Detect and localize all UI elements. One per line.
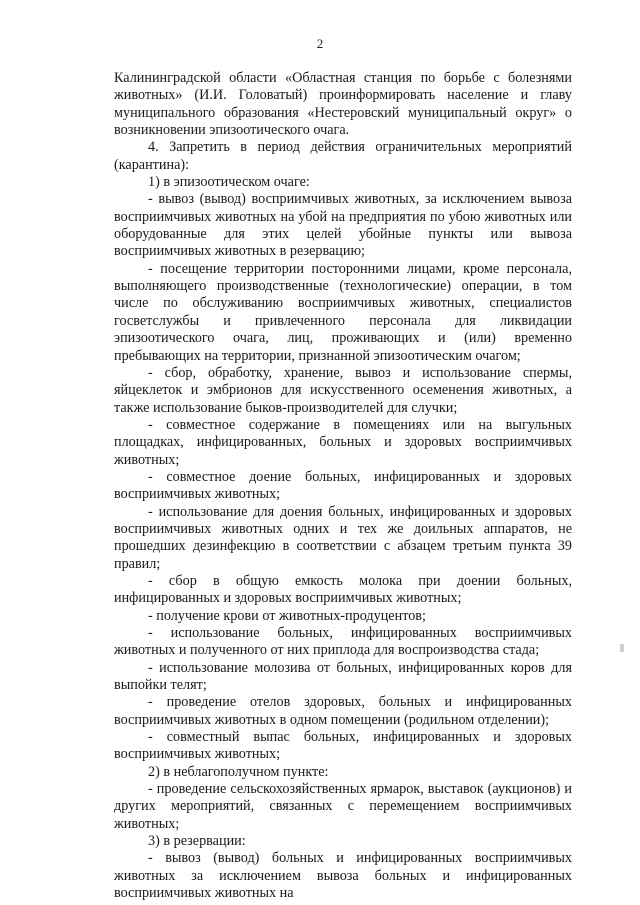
list-item: - сбор в общую емкость молока при доении больных, инфицированных и здоровых восприимчивых животных;: [114, 572, 572, 607]
subheading-episootic-focus: 1) в эпизоотическом очаге:: [148, 174, 310, 191]
list-item: - проведение отелов здоровых, больных и инфицированных восприимчивых животных в одном помещении (родильном отделении);: [114, 694, 572, 728]
paragraph-intro: Калининградской области «Областная станция по борьбе с болезнями животных» (И.И. Головатый) проинформировать население и главу муниципального образования «Нестеровский муниципальный округ» о возникновении эпизоотического очага.: [114, 70, 572, 139]
list-item: - получение крови от животных-продуцентов;: [148, 607, 426, 624]
subheading-reservation: 3) в резервации:: [148, 833, 246, 850]
list-item: - посещение территории посторонними лицами, кроме персонала, выполняющего производственные (технологические) операции, в том числе по обслуживанию восприимчивых животных, специалистов госветслужбы и привлеченного персонала для ликвидации эпизоотического очага, лиц, проживающих и (или) временно пребывающих на территории, признанной эпизоотическим очагом;: [114, 260, 572, 364]
document-body: [114, 70, 572, 903]
list-item: - использование для доения больных, инфицированных и здоровых восприимчивых животных одних и тех же доильных аппаратов, не прошедших дезинфекцию в соответствии с абзацем третьим пункта 39 правил;: [114, 503, 572, 572]
scan-artifact: [620, 644, 624, 652]
list-item: - совместное содержание в помещениях или на выгульных площадках, инфицированных, больных и здоровых восприимчивых животных;: [114, 416, 572, 468]
page-number: 2: [316, 36, 324, 51]
list-item: - использование молозива от больных, инфицированных коров для выпойки телят;: [114, 659, 572, 694]
list-item: - совместный выпас больных, инфицированных и здоровых восприимчивых животных;: [114, 729, 572, 763]
subheading-unfavorable-point: 2) в неблагополучном пункте:: [148, 763, 329, 780]
paragraph-item-4: 4. Запретить в период действия ограничительных мероприятий (карантина):: [114, 139, 572, 173]
list-item: - использование больных, инфицированных восприимчивых животных и полученного от них приплода для воспроизводства стада;: [114, 625, 572, 659]
list-item: - проведение сельскохозяйственных ярмарок, выставок (аукционов) и других мероприятий, связанных с перемещением восприимчивых животных;: [114, 781, 572, 832]
list-item: - совместное доение больных, инфицированных и здоровых восприимчивых животных;: [114, 468, 572, 503]
list-item: - вывоз (вывод) восприимчивых животных, за исключением вывоза восприимчивых животных на убой на предприятия по убою животных или оборудованные для этих целей убойные пункты или вывоза восприимчивых животных в резервацию;: [114, 191, 572, 260]
list-item: - вывоз (вывод) больных и инфицированных восприимчивых животных за исключением вывоза больных и инфицированных восприимчивых животных на: [114, 850, 572, 902]
list-item: - сбор, обработку, хранение, вывоз и использование спермы, яйцеклеток и эмбрионов для искусственного осеменения животных, а также использование быков-производителей для случки;: [114, 364, 572, 416]
